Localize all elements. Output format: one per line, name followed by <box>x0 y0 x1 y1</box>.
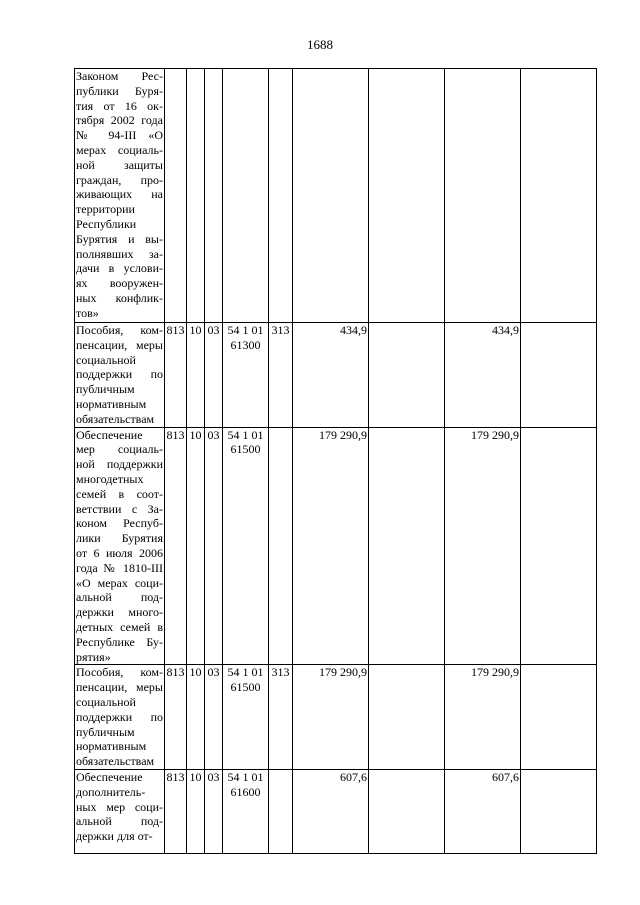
csr-line-1: 54 1 01 <box>227 665 264 680</box>
csr-code <box>223 427 269 665</box>
description-line: тов» <box>76 305 99 320</box>
vr-code: 313 <box>269 323 293 428</box>
description-line: ных мер соци- <box>76 799 163 814</box>
csr-line-2: 61500 <box>230 680 261 695</box>
pr-code: 03 <box>205 427 223 665</box>
description-line: тября 2002 года <box>76 113 163 128</box>
description-line: ной защиты <box>76 157 163 172</box>
pr-code: 03 <box>205 769 223 853</box>
description-line: дачи в услови- <box>76 261 163 276</box>
table-row <box>75 665 597 770</box>
description-line: поддержки по <box>76 709 163 724</box>
page-number: 1688 <box>307 37 333 52</box>
vr-code: 313 <box>269 665 293 770</box>
description-line: пенсации, меры <box>76 337 163 352</box>
csr-line-2: 61500 <box>230 442 261 457</box>
row-description <box>75 323 165 428</box>
description-line: нормативным <box>76 739 147 754</box>
description-line: Обеспечение <box>76 427 143 442</box>
vr-code <box>269 427 293 665</box>
csr-line-1: 54 1 01 <box>227 427 264 442</box>
csr-code <box>223 769 269 853</box>
pr-code: 03 <box>205 323 223 428</box>
amount-2 <box>369 665 445 770</box>
vr-code <box>269 69 293 323</box>
description-line: держки для от- <box>76 829 153 844</box>
rz-code: 10 <box>187 769 205 853</box>
row-description <box>75 665 165 770</box>
description-line: детных семей в <box>76 619 163 634</box>
description-line: мерах социаль- <box>76 142 163 157</box>
csr-code <box>223 665 269 770</box>
amount-total: 179 290,9 <box>293 665 369 770</box>
amount-3: 179 290,9 <box>445 665 521 770</box>
description-line: Республики <box>76 216 137 231</box>
amount-2 <box>369 427 445 665</box>
description-line: дополнитель- <box>76 784 146 799</box>
pr-code: 03 <box>205 665 223 770</box>
description-line: полнявших за- <box>76 246 163 261</box>
table-row <box>75 323 597 428</box>
description-line: ветствии с За- <box>76 501 163 516</box>
csr-code <box>223 69 269 323</box>
description-line: ях вооружен- <box>76 276 163 291</box>
rz-code: 10 <box>187 665 205 770</box>
amount-3 <box>445 69 521 323</box>
rz-code <box>187 69 205 323</box>
amount-2 <box>369 769 445 853</box>
csr-line-2: 61600 <box>230 784 261 799</box>
description-line: Законом Рес- <box>76 69 163 83</box>
description-line: Обеспечение <box>76 769 143 784</box>
row-description <box>75 427 165 665</box>
description-line: года № 1810-III <box>76 560 163 575</box>
csr-line-1: 54 1 01 <box>227 323 264 337</box>
description-line: обязательствам <box>76 411 155 426</box>
description-line: Пособия, ком- <box>76 323 163 337</box>
amount-total: 607,6 <box>293 769 369 853</box>
row-description <box>75 769 165 853</box>
amount-2 <box>369 323 445 428</box>
description-line: живающих на <box>76 187 163 202</box>
description-line: социальной <box>76 694 136 709</box>
description-line: нормативным <box>76 396 147 411</box>
description-line: публичным <box>76 724 135 739</box>
amount-4 <box>521 427 597 665</box>
amount-3: 434,9 <box>445 323 521 428</box>
csr-line-1: 54 1 01 <box>227 769 264 784</box>
amount-3: 179 290,9 <box>445 427 521 665</box>
budget-table <box>74 68 597 854</box>
description-line: ной поддержки <box>76 457 163 472</box>
amount-4 <box>521 69 597 323</box>
amount-4 <box>521 665 597 770</box>
description-line: граждан, про- <box>76 172 163 187</box>
description-line: многодетных <box>76 471 144 486</box>
gr-code: 813 <box>165 323 187 428</box>
description-line: территории <box>76 202 135 217</box>
description-line: мер социаль- <box>76 442 163 457</box>
pr-code <box>205 69 223 323</box>
description-line: альной под- <box>76 590 163 605</box>
vr-code <box>269 769 293 853</box>
description-line: от 6 июля 2006 <box>76 545 163 560</box>
rz-code: 10 <box>187 323 205 428</box>
row-description <box>75 69 165 323</box>
amount-4 <box>521 323 597 428</box>
rz-code: 10 <box>187 427 205 665</box>
gr-code: 813 <box>165 427 187 665</box>
description-line: публики Буря- <box>76 83 163 98</box>
amount-2 <box>369 69 445 323</box>
description-line: альной под- <box>76 814 163 829</box>
description-line: держки много- <box>76 605 163 620</box>
csr-code <box>223 323 269 428</box>
amount-total: 434,9 <box>293 323 369 428</box>
amount-total: 179 290,9 <box>293 427 369 665</box>
amount-4 <box>521 769 597 853</box>
description-line: поддержки по <box>76 367 163 382</box>
description-line: публичным <box>76 382 135 397</box>
description-line: Бурятия и вы- <box>76 231 163 246</box>
table-row <box>75 769 597 853</box>
description-line: тия от 16 ок- <box>76 98 163 113</box>
description-line: лики Бурятия <box>76 531 163 546</box>
description-line: ных конфлик- <box>76 290 163 305</box>
description-line: рятия» <box>76 649 111 664</box>
description-line: обязательствам <box>76 754 155 769</box>
gr-code: 813 <box>165 665 187 770</box>
description-line: Республике Бу- <box>76 634 163 649</box>
table-row <box>75 69 597 323</box>
description-line: семей в соот- <box>76 486 163 501</box>
description-line: № 94-III «О <box>76 128 163 143</box>
gr-code <box>165 69 187 323</box>
csr-line-2: 61300 <box>230 337 261 352</box>
description-line: «О мерах соци- <box>76 575 163 590</box>
amount-total <box>293 69 369 323</box>
description-line: коном Респуб- <box>76 516 163 531</box>
description-line: пенсации, меры <box>76 680 163 695</box>
amount-3: 607,6 <box>445 769 521 853</box>
description-line: социальной <box>76 352 136 367</box>
gr-code: 813 <box>165 769 187 853</box>
table-row <box>75 427 597 665</box>
description-line: Пособия, ком- <box>76 665 163 680</box>
